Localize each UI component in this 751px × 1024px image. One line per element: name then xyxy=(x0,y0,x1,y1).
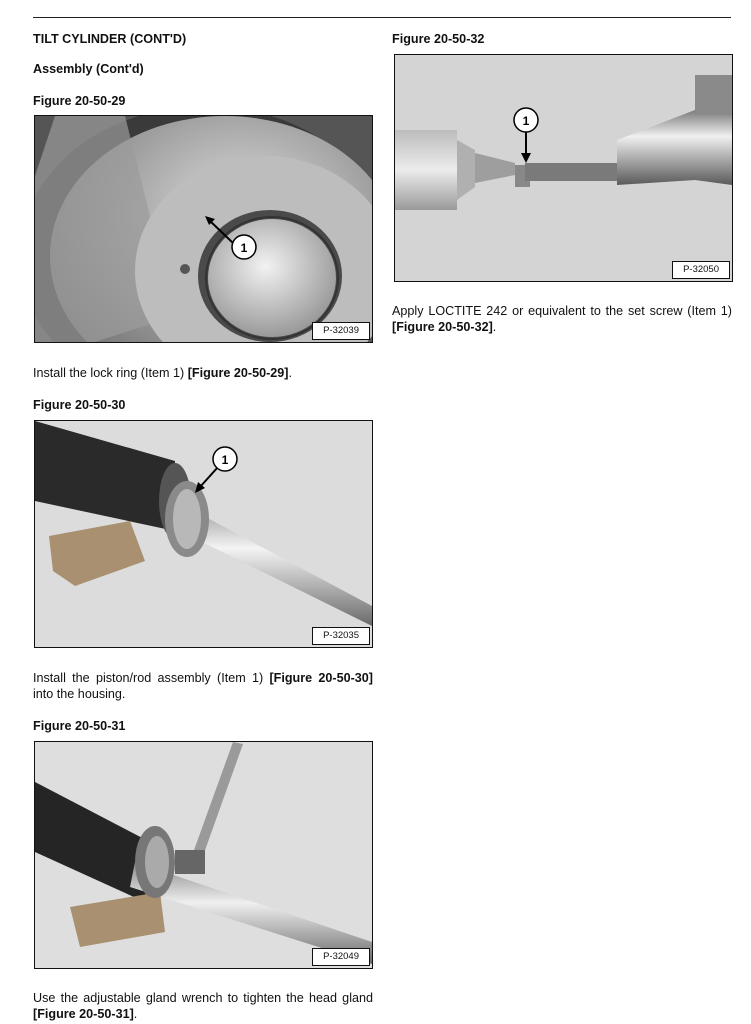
photo-id: P-32035 xyxy=(312,627,370,645)
gland-wrench-illustration xyxy=(35,742,372,968)
instruction-piston-rod: Install the piston/rod assembly (Item 1) [Figure 20-50-30] into the housing. xyxy=(33,671,373,701)
callout-number: 1 xyxy=(221,453,229,467)
figure-label: Figure 20-50-31 xyxy=(33,719,126,733)
figure-label: Figure 20-50-29 xyxy=(33,94,126,108)
subsection-title: Assembly (Cont'd) xyxy=(33,62,144,76)
instruction-lock-ring: Install the lock ring (Item 1) [Figure 20-50-29]. xyxy=(33,366,292,380)
instruction-set-screw: Apply LOCTITE 242 or equivalent to the set screw (Item 1) [Figure 20-50-32]. xyxy=(392,304,732,334)
figure-photo-gland-wrench xyxy=(34,741,373,969)
figure-photo-set-screw xyxy=(394,54,733,282)
header-rule xyxy=(33,17,731,18)
photo-id: P-32039 xyxy=(312,322,370,340)
figure-label: Figure 20-50-32 xyxy=(392,32,485,46)
callout-number: 1 xyxy=(240,241,248,255)
callout-arrow xyxy=(395,55,732,281)
photo-id: P-32049 xyxy=(312,948,370,966)
section-title: TILT CYLINDER (CONT'D) xyxy=(33,32,187,46)
figure-label: Figure 20-50-30 xyxy=(33,398,126,412)
instruction-gland-wrench: Use the adjustable gland wrench to tighten the head gland [Figure 20-50-31]. xyxy=(33,991,373,1021)
callout-number: 1 xyxy=(522,114,530,128)
figure-photo-lock-ring xyxy=(34,115,373,343)
figure-photo-piston-rod xyxy=(34,420,373,648)
callout-arrow xyxy=(35,116,372,342)
callout-arrow xyxy=(35,421,372,647)
photo-id: P-32050 xyxy=(672,261,730,279)
